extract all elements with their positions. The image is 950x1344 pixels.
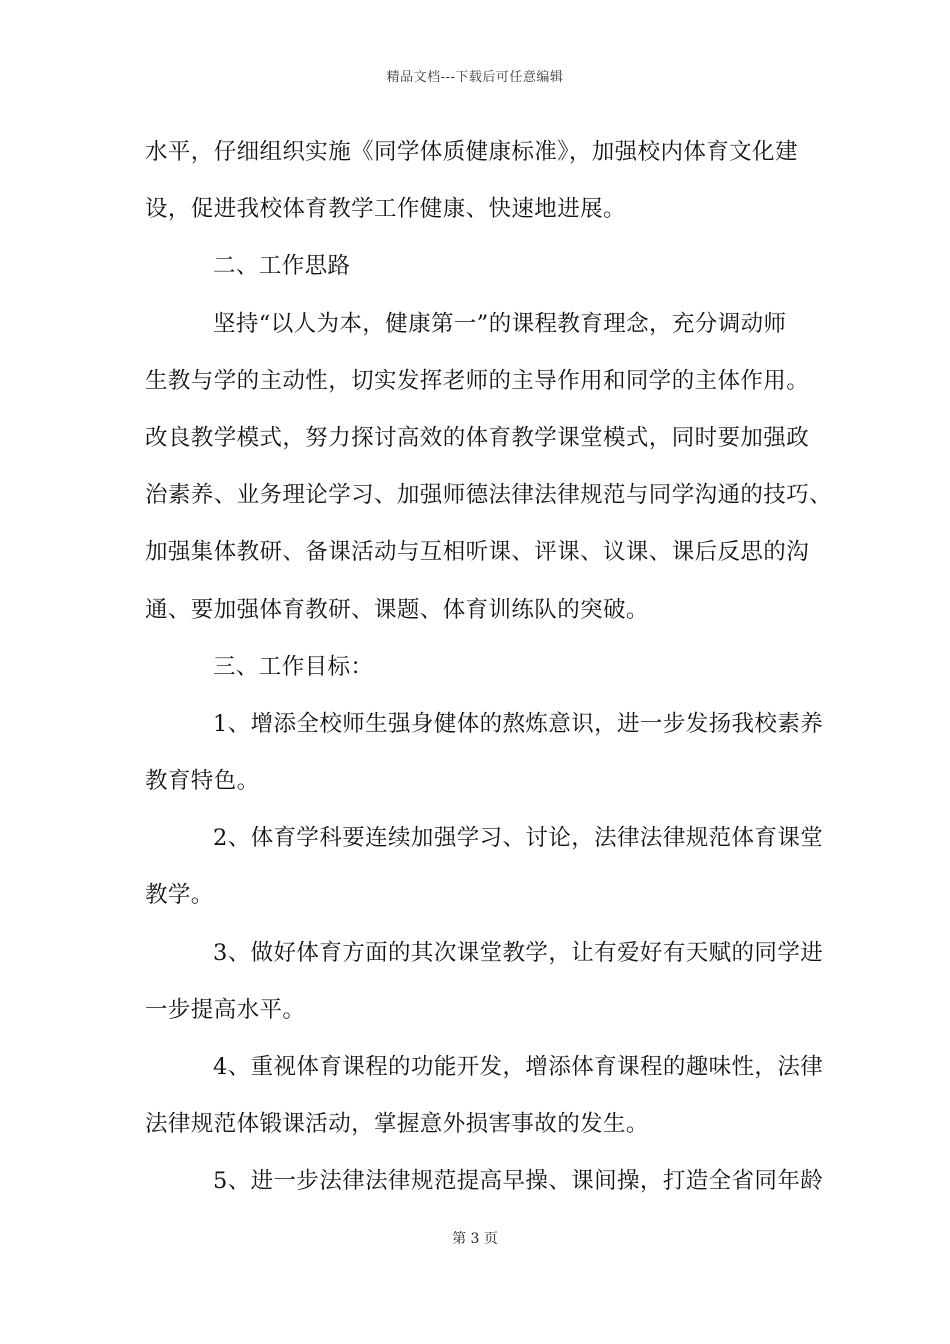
text-line: 法律规范体锻课活动，掌握意外损害事故的发生。: [145, 1111, 649, 1138]
text-line: 4、重视体育课程的功能开发，增添体育课程的趣味性，法律: [213, 1054, 824, 1080]
page-header: 精品文档---下载后可任意编辑: [386, 70, 564, 85]
text-line: 治素养、业务理论学习、加强师德法律法律规范与同学沟通的技巧、: [145, 482, 833, 509]
text-line: 3、做好体育方面的其次课堂教学，让有爱好有天赋的同学进: [213, 939, 824, 966]
text-line: 生教与学的主动性，切实发挥老师的主导作用和同学的主体作用。: [145, 367, 810, 394]
text-line: 三、工作目标：: [213, 653, 374, 680]
text-line: 水平，仔细组织实施《同学体质健康标准》，加强校内体育文化建: [145, 139, 798, 165]
text-line: 加强集体教研、备课活动与互相听课、评课、议课、课后反思的沟: [145, 539, 810, 566]
text-line: 设，促进我校体育教学工作健康、快速地进展。: [145, 196, 626, 223]
text-line: 教学。: [145, 882, 214, 909]
document-body: [145, 130, 845, 1217]
text-line: 5、进一步法律法律规范提高早操、课间操，打造全省同年龄: [213, 1168, 824, 1195]
page-number: 第 3 页: [452, 1231, 498, 1247]
text-line: 一步提高水平。: [145, 996, 306, 1023]
text-line: 教育特色。: [145, 768, 260, 795]
text-line: 改良教学模式，努力探讨高效的体育教学课堂模式，同时要加强政: [145, 424, 810, 451]
text-line: 通、要加强体育教研、课题、体育训练队的突破。: [145, 596, 649, 623]
text-line: 2、体育学科要连续加强学习、讨论，法律法律规范体育课堂: [213, 825, 824, 852]
text-line: 坚持“以人为本，健康第一”的课程教育理念，充分调动师: [213, 310, 787, 337]
text-line: 1、增添全校师生强身健体的熬炼意识，进一步发扬我校素养: [213, 710, 824, 737]
text-line: 二、工作思路: [213, 253, 351, 280]
